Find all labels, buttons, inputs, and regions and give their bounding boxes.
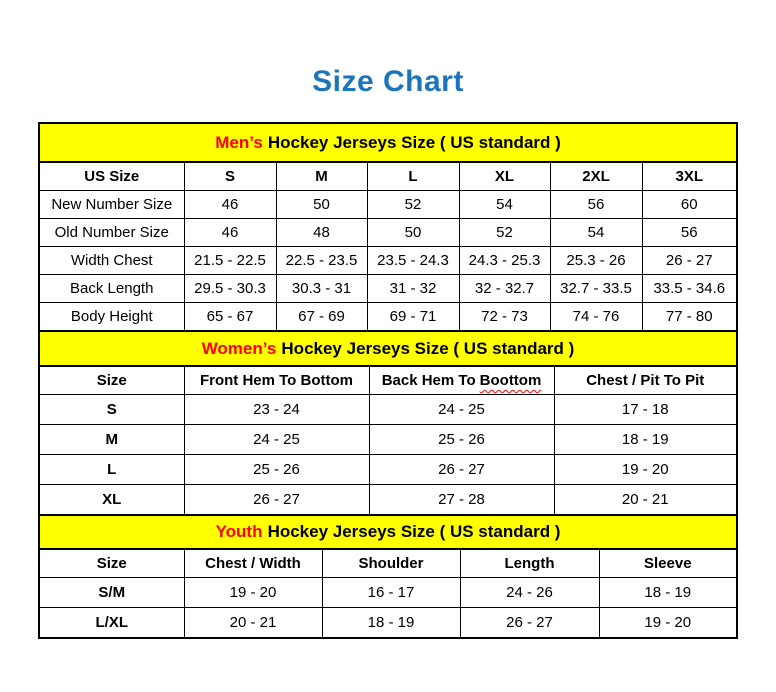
row-label: S/M: [39, 578, 184, 608]
table-row: [39, 608, 737, 639]
column-header-text: Back Hem To: [381, 372, 476, 389]
table-row: [39, 247, 737, 275]
table-row: [39, 395, 737, 425]
column-header: Sleeve: [599, 549, 737, 578]
table-cell: 23 - 24: [184, 395, 369, 425]
table-cell: 77 - 80: [642, 303, 737, 332]
column-header: S: [184, 162, 276, 191]
table-cell: 26 - 27: [369, 455, 554, 485]
table-row: [39, 485, 737, 516]
table-row: [39, 219, 737, 247]
size-chart: [38, 122, 736, 639]
table-cell: 20 - 21: [184, 608, 322, 639]
table-cell: 50: [276, 191, 367, 219]
table-row: [39, 455, 737, 485]
table-cell: 54: [550, 219, 642, 247]
table-row: [39, 578, 737, 608]
table-cell: 26 - 27: [460, 608, 599, 639]
table-cell: 50: [367, 219, 459, 247]
misspelled-word: Boottom: [479, 372, 542, 389]
table-cell: 33.5 - 34.6: [642, 275, 737, 303]
banner-text: Hockey Jerseys Size ( US standard ): [267, 132, 561, 152]
table-cell: 18 - 19: [554, 425, 737, 455]
table-row: [39, 425, 737, 455]
table-row: [39, 515, 737, 549]
column-header: M: [276, 162, 367, 191]
column-header: XL: [459, 162, 550, 191]
row-label: XL: [39, 485, 184, 516]
column-header: 2XL: [550, 162, 642, 191]
table-cell: 25 - 26: [184, 455, 369, 485]
row-label: Back Length: [39, 275, 184, 303]
table-cell: 31 - 32: [367, 275, 459, 303]
table-cell: 20 - 21: [554, 485, 737, 516]
table-cell: 19 - 20: [599, 608, 737, 639]
table-cell: 54: [459, 191, 550, 219]
table-row: [39, 549, 737, 578]
table-cell: 60: [642, 191, 737, 219]
table-cell: 32.7 - 33.5: [550, 275, 642, 303]
row-label: L: [39, 455, 184, 485]
table-cell: 27 - 28: [369, 485, 554, 516]
row-label: Body Height: [39, 303, 184, 332]
table-cell: 24 - 25: [369, 395, 554, 425]
row-label: S: [39, 395, 184, 425]
table-cell: 22.5 - 23.5: [276, 247, 367, 275]
table-cell: 19 - 20: [184, 578, 322, 608]
table-cell: 74 - 76: [550, 303, 642, 332]
row-label: M: [39, 425, 184, 455]
column-header: Chest / Width: [184, 549, 322, 578]
table-cell: 19 - 20: [554, 455, 737, 485]
table-cell: 24.3 - 25.3: [459, 247, 550, 275]
table-row: [39, 331, 737, 366]
column-header: Front Hem To Bottom: [184, 366, 369, 395]
table-cell: 52: [367, 191, 459, 219]
banner-highlight: Men’s: [215, 132, 263, 152]
table-cell: 56: [550, 191, 642, 219]
column-header: Size: [39, 549, 184, 578]
table-row: [39, 162, 737, 191]
row-label: New Number Size: [39, 191, 184, 219]
column-header: Chest / Pit To Pit: [554, 366, 737, 395]
table-row: [39, 303, 737, 332]
table-cell: 56: [642, 219, 737, 247]
column-header: US Size: [39, 162, 184, 191]
table-cell: 24 - 26: [460, 578, 599, 608]
banner-highlight: Women’s: [201, 338, 277, 358]
column-header: 3XL: [642, 162, 737, 191]
column-header: Size: [39, 366, 184, 395]
table-row: [39, 366, 737, 395]
section-banner-mens: [39, 123, 737, 162]
womens-size-table: [38, 330, 738, 516]
column-header: Length: [460, 549, 599, 578]
table-row: [39, 123, 737, 162]
table-cell: 26 - 27: [642, 247, 737, 275]
table-row: [39, 191, 737, 219]
table-cell: 48: [276, 219, 367, 247]
table-cell: 72 - 73: [459, 303, 550, 332]
table-cell: 17 - 18: [554, 395, 737, 425]
row-label: L/XL: [39, 608, 184, 639]
page-title: Size Chart: [312, 65, 464, 98]
table-cell: 69 - 71: [367, 303, 459, 332]
table-cell: 52: [459, 219, 550, 247]
table-cell: 23.5 - 24.3: [367, 247, 459, 275]
table-cell: 65 - 67: [184, 303, 276, 332]
table-cell: 16 - 17: [322, 578, 460, 608]
youth-size-table: [38, 514, 738, 639]
table-cell: 24 - 25: [184, 425, 369, 455]
table-cell: 67 - 69: [276, 303, 367, 332]
table-cell: 26 - 27: [184, 485, 369, 516]
column-header: L: [367, 162, 459, 191]
banner-highlight: Youth: [215, 522, 263, 541]
column-header: Shoulder: [322, 549, 460, 578]
banner-text: Hockey Jerseys Size ( US standard ): [267, 522, 561, 541]
row-label: Width Chest: [39, 247, 184, 275]
table-cell: 21.5 - 22.5: [184, 247, 276, 275]
table-cell: 18 - 19: [322, 608, 460, 639]
banner-text: Hockey Jerseys Size ( US standard ): [281, 338, 575, 358]
table-cell: 46: [184, 191, 276, 219]
section-banner-youth: [39, 515, 737, 549]
table-cell: 29.5 - 30.3: [184, 275, 276, 303]
row-label: Old Number Size: [39, 219, 184, 247]
column-header: [369, 366, 554, 395]
table-cell: 30.3 - 31: [276, 275, 367, 303]
table-cell: 18 - 19: [599, 578, 737, 608]
table-cell: 25.3 - 26: [550, 247, 642, 275]
mens-size-table: [38, 122, 738, 332]
section-banner-womens: [39, 331, 737, 366]
table-cell: 25 - 26: [369, 425, 554, 455]
table-row: [39, 275, 737, 303]
table-cell: 32 - 32.7: [459, 275, 550, 303]
table-cell: 46: [184, 219, 276, 247]
